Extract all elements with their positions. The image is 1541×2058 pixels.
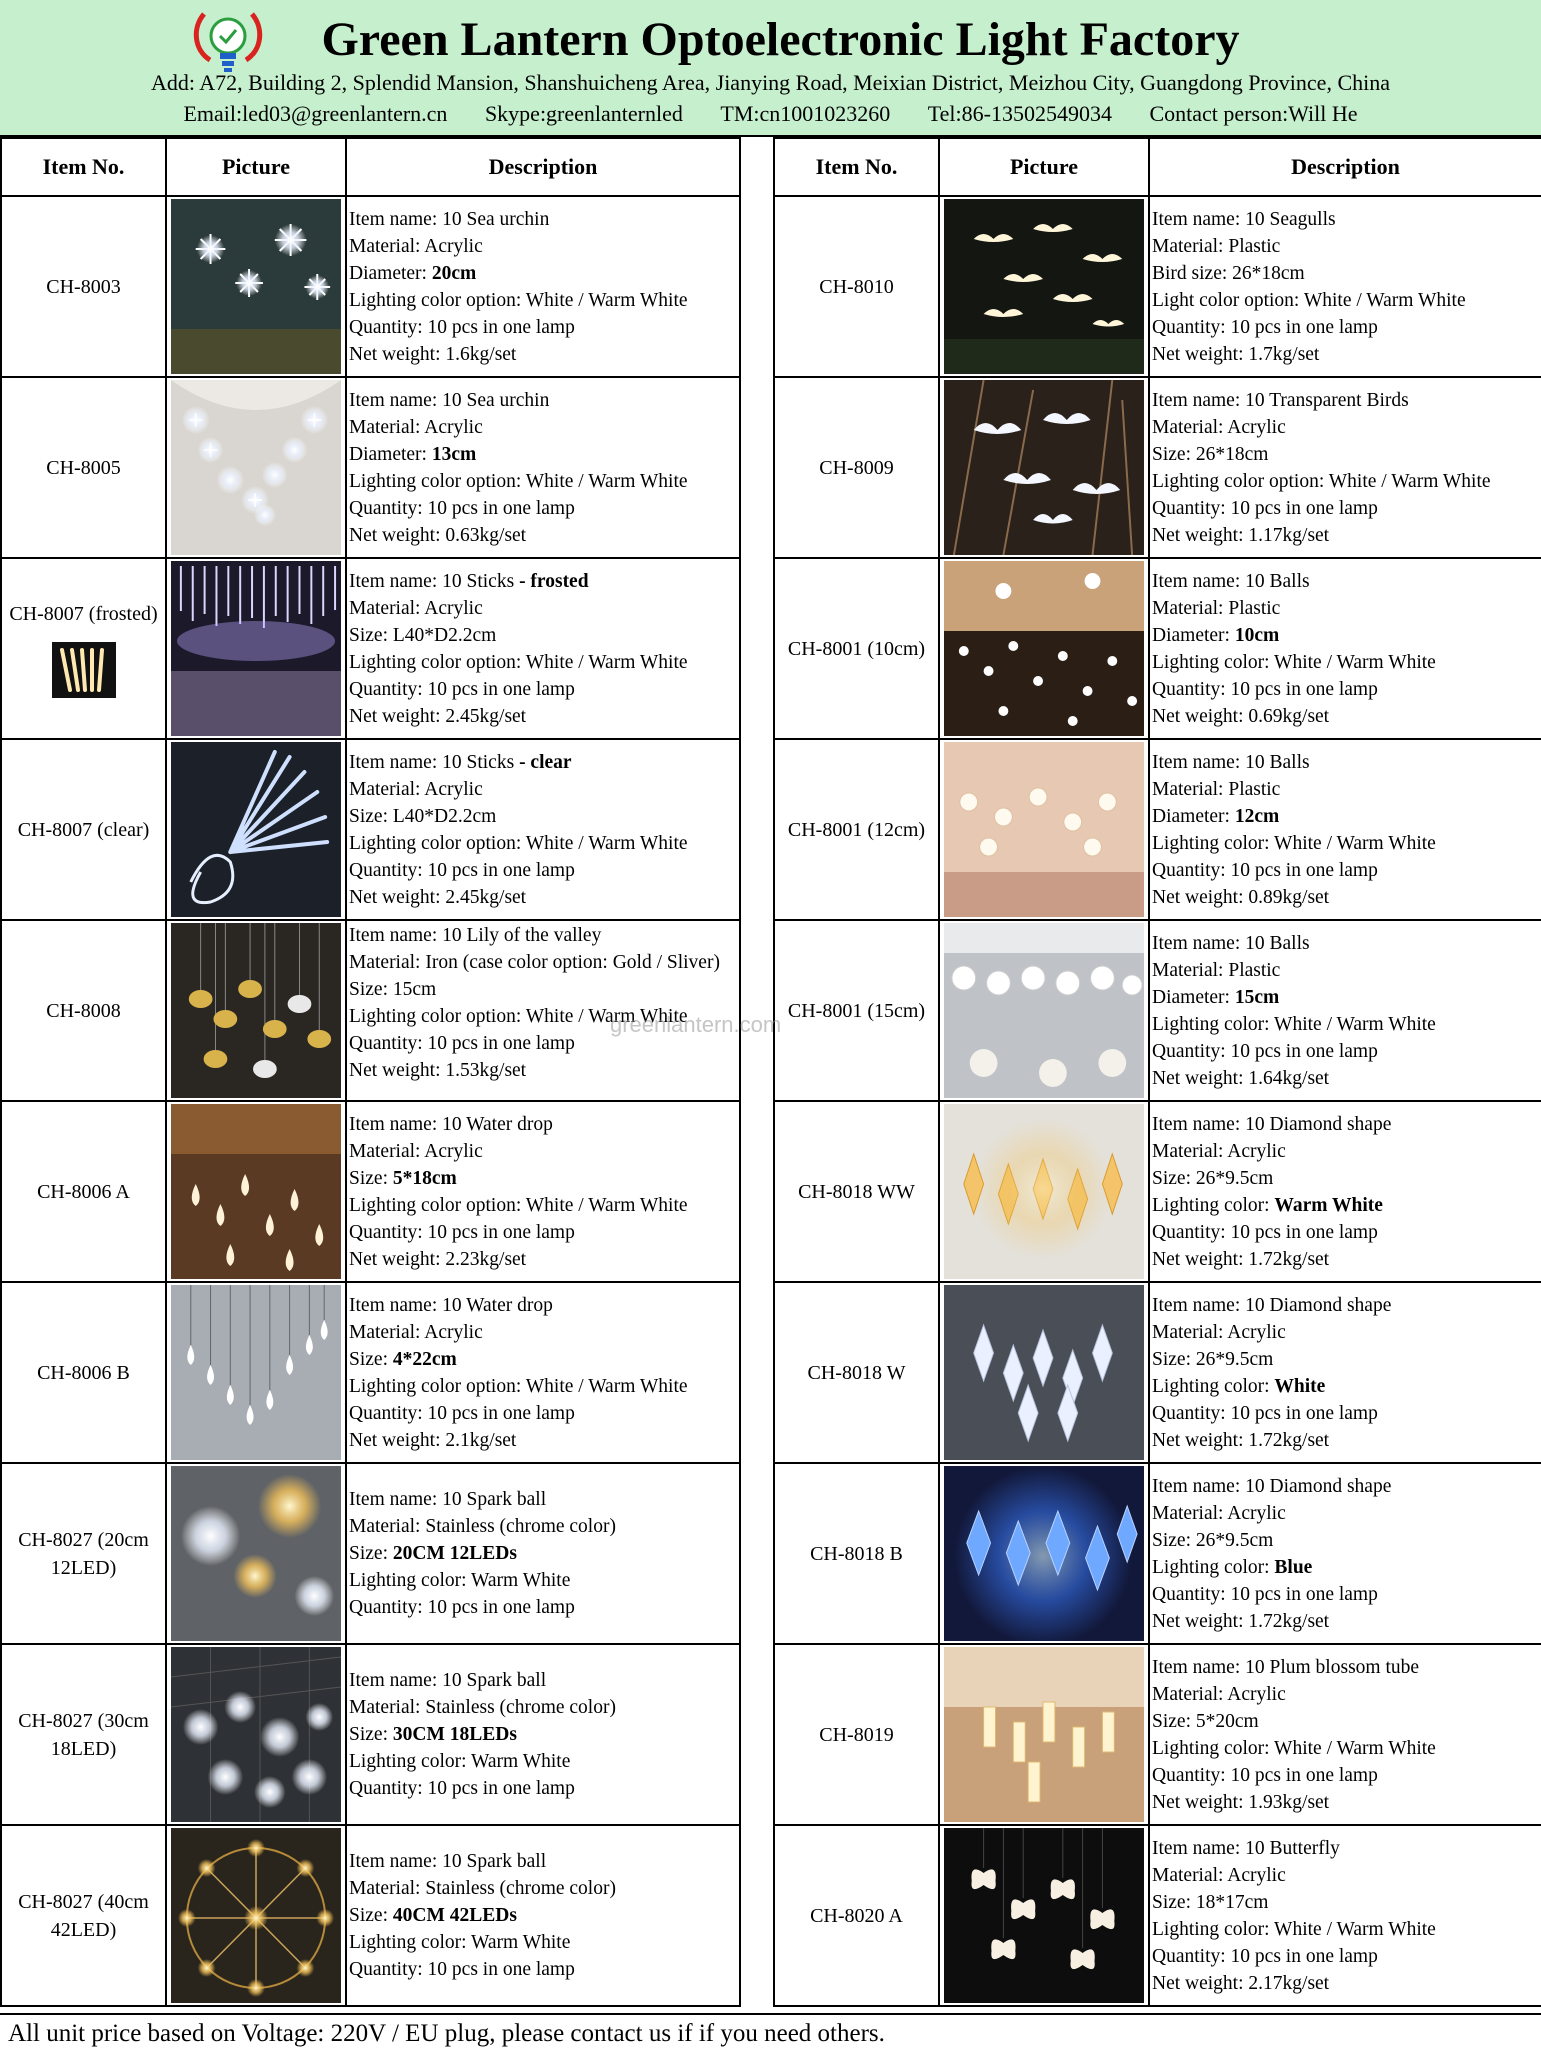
desc-item-name-variant: - clear (519, 751, 572, 773)
item-number: CH-8006 B (1, 1282, 166, 1463)
product-description (1149, 920, 1541, 1101)
desc-net-weight: Net weight: 2.1kg/set (349, 1429, 517, 1451)
item-number: CH-8008 (1, 920, 166, 1101)
item-number (1, 558, 166, 739)
desc-size-value: 20CM 12LEDs (392, 1543, 517, 1564)
item-number: CH-8001 (10cm) (774, 558, 939, 739)
desc-lighting-color-value: Blue (1274, 1556, 1313, 1578)
product-picture (166, 558, 346, 739)
frosted-sticks-thumbnail (52, 642, 116, 698)
contact-line (0, 101, 1541, 127)
desc-net-weight: Net weight: 0.69kg/set (1152, 705, 1330, 727)
product-picture (939, 196, 1149, 377)
desc-material: Material: Iron (case color option: Gold / Sliver) (349, 952, 720, 973)
desc-quantity: Quantity: 10 pcs in one lamp (1152, 1583, 1378, 1605)
desc-diameter (1152, 622, 1539, 649)
table-row (1, 1282, 740, 1463)
butterfly-lamp-photo (944, 1828, 1144, 2003)
product-description (346, 377, 740, 558)
desc-lighting-color-label: Lighting color: (1152, 1556, 1275, 1578)
water-drop-lamp-photo (171, 1104, 341, 1279)
desc-lighting-color: Lighting color option: White / Warm White (349, 470, 688, 492)
balls-15cm-lamp-photo (944, 923, 1144, 1098)
desc-net-weight: Net weight: 1.64kg/set (1152, 1067, 1330, 1089)
frosted-sticks-lamp-photo (171, 561, 341, 736)
product-description (1149, 1101, 1541, 1282)
sea-urchin-small-lamp-photo (171, 380, 341, 555)
desc-size: Size: 5*20cm (1152, 1710, 1259, 1732)
desc-quantity: Quantity: 10 pcs in one lamp (349, 1402, 575, 1424)
contact-person: Contact person:Will He (1149, 101, 1358, 126)
item-number-line1: CH-8027 (30cm (18, 1709, 149, 1732)
product-picture (939, 920, 1149, 1101)
transparent-birds-lamp-photo (944, 380, 1144, 555)
desc-material: Material: Plastic (1152, 959, 1281, 981)
product-picture (166, 377, 346, 558)
product-picture (166, 1282, 346, 1463)
desc-net-weight: Net weight: 2.45kg/set (349, 705, 527, 727)
table-row (1, 1644, 740, 1825)
desc-diameter (349, 441, 737, 468)
desc-material: Material: Acrylic (349, 778, 483, 800)
desc-lighting-color: Lighting color: White / Warm White (1152, 1737, 1436, 1759)
desc-item-name: Item name: 10 Plum blossom tube (1152, 1656, 1420, 1678)
desc-lighting-color: Lighting color: White / Warm White (1152, 651, 1436, 673)
item-number (1, 1644, 166, 1825)
column-header-picture: Picture (166, 138, 346, 196)
desc-item-name-variant: - frosted (519, 570, 589, 592)
desc-item-name: Item name: 10 Balls (1152, 751, 1310, 773)
desc-lighting-color-label: Lighting color: (1152, 1194, 1275, 1216)
item-number: CH-8006 A (1, 1101, 166, 1282)
desc-size-label: Size: (349, 1543, 393, 1564)
product-picture (939, 558, 1149, 739)
item-number: CH-8018 W (774, 1282, 939, 1463)
clear-sticks-lamp-photo (171, 742, 341, 917)
desc-size (349, 1721, 737, 1748)
desc-lighting-color: Lighting color: Warm White (349, 1570, 571, 1591)
diamond-white-lamp-photo (944, 1285, 1144, 1460)
desc-net-weight: Net weight: 0.63kg/set (349, 524, 527, 546)
desc-quantity: Quantity: 10 pcs in one lamp (1152, 1221, 1378, 1243)
footer-note: All unit price based on Voltage: 220V / EU plug, please contact us if if you need others. (0, 2013, 1541, 2058)
product-description (346, 920, 740, 1101)
desc-material: Material: Stainless (chrome color) (349, 1697, 616, 1718)
diamond-warm-white-lamp-photo (944, 1104, 1144, 1279)
desc-size-value: 30CM 18LEDs (392, 1724, 517, 1745)
desc-net-weight: Net weight: 1.72kg/set (1152, 1610, 1330, 1632)
desc-size: Size: L40*D2.2cm (349, 805, 497, 827)
column-header-description: Description (1149, 138, 1541, 196)
email: Email:led03@greenlantern.cn (183, 101, 448, 126)
desc-size (349, 1346, 737, 1373)
table-row (774, 558, 1541, 739)
desc-lighting-color: Lighting color option: White / Warm White (349, 651, 688, 673)
product-picture (939, 1101, 1149, 1282)
desc-net-weight: Net weight: 1.93kg/set (1152, 1791, 1330, 1813)
item-number: CH-8019 (774, 1644, 939, 1825)
table-row (1, 1101, 740, 1282)
column-header-item-no: Item No. (1, 138, 166, 196)
desc-size: Size: 18*17cm (1152, 1891, 1269, 1913)
desc-lighting-color: Lighting color option: White / Warm White (349, 1375, 688, 1397)
spark-ball-20cm-photo (171, 1466, 341, 1641)
desc-size-value: 4*22cm (392, 1348, 457, 1370)
product-picture (166, 1463, 346, 1644)
desc-quantity: Quantity: 10 pcs in one lamp (1152, 859, 1378, 881)
desc-lighting-color: Lighting color option: White / Warm White (1152, 470, 1491, 492)
desc-material: Material: Acrylic (1152, 1502, 1286, 1524)
desc-lighting-color: Lighting color: White / Warm White (1152, 1918, 1436, 1940)
desc-lighting-color: Lighting color: Warm White (349, 1751, 571, 1772)
desc-lighting-color (1152, 1373, 1539, 1400)
product-description (346, 1644, 740, 1825)
column-header-item-no: Item No. (774, 138, 939, 196)
water-drop-b-lamp-photo (171, 1285, 341, 1460)
item-number-line1: CH-8027 (40cm (18, 1890, 149, 1913)
desc-net-weight: Net weight: 2.23kg/set (349, 1248, 527, 1270)
desc-material: Material: Acrylic (1152, 1683, 1286, 1705)
desc-item-name: Item name: 10 Balls (1152, 932, 1310, 954)
product-table-right (773, 137, 1541, 2007)
desc-size: Size: 15cm (349, 979, 437, 1000)
product-description (346, 196, 740, 377)
desc-item-name: Item name: 10 Water drop (349, 1113, 553, 1135)
desc-size (349, 1165, 737, 1192)
desc-diameter-value: 12cm (1234, 805, 1280, 827)
table-row (774, 920, 1541, 1101)
desc-net-weight: Net weight: 1.7kg/set (1152, 343, 1320, 365)
desc-item-name (349, 568, 737, 595)
watermark: greenlantern.com (610, 1012, 782, 1037)
product-picture (166, 1644, 346, 1825)
desc-material: Material: Stainless (chrome color) (349, 1878, 616, 1899)
desc-net-weight: Net weight: 1.72kg/set (1152, 1429, 1330, 1451)
desc-net-weight: Net weight: 1.53kg/set (349, 1060, 527, 1081)
item-number (1, 1463, 166, 1644)
desc-item-name: Item name: 10 Butterfly (1152, 1837, 1340, 1859)
balls-10cm-lamp-photo (944, 561, 1144, 736)
item-number-line2: 12LED) (50, 1556, 117, 1579)
item-number: CH-8001 (15cm) (774, 920, 939, 1101)
desc-lighting-color: Lighting color option: White / Warm White (349, 832, 688, 854)
desc-lighting-color-value: White (1274, 1375, 1326, 1397)
desc-diameter-label: Diameter: (349, 262, 432, 284)
table-row (774, 1282, 1541, 1463)
desc-size-label: Size: (349, 1167, 393, 1189)
desc-lighting-color: Lighting color option: White / Warm White (349, 289, 688, 311)
column-header-description: Description (346, 138, 740, 196)
product-picture (166, 1825, 346, 2006)
desc-item-name-label: Item name: 10 Sticks (349, 570, 520, 592)
desc-diameter (1152, 803, 1539, 830)
desc-quantity: Quantity: 10 pcs in one lamp (1152, 1402, 1378, 1424)
desc-item-name: Item name: 10 Balls (1152, 570, 1310, 592)
desc-size-label: Size: (349, 1724, 393, 1745)
desc-size: Size: 26*9.5cm (1152, 1529, 1274, 1551)
table-row (1, 1463, 740, 1644)
desc-item-name: Item name: 10 Sea urchin (349, 389, 550, 411)
desc-lighting-color (1152, 1554, 1539, 1581)
desc-size-label: Size: (349, 1348, 393, 1370)
desc-size-value: 40CM 42LEDs (392, 1905, 517, 1926)
item-number-text: CH-8007 (frosted) (9, 602, 158, 625)
product-picture (166, 920, 346, 1101)
item-number: CH-8018 B (774, 1463, 939, 1644)
desc-lighting-color: Lighting color: White / Warm White (1152, 832, 1436, 854)
product-description (1149, 558, 1541, 739)
product-description (346, 1825, 740, 2006)
desc-material: Material: Acrylic (1152, 1321, 1286, 1343)
desc-material: Material: Acrylic (1152, 416, 1286, 438)
desc-material: Material: Acrylic (1152, 1864, 1286, 1886)
product-picture (939, 377, 1149, 558)
product-picture (939, 739, 1149, 920)
desc-diameter (349, 260, 737, 287)
item-number: CH-8003 (1, 196, 166, 377)
lily-of-the-valley-lamp-photo (171, 923, 341, 1098)
product-picture (939, 1825, 1149, 2006)
desc-item-name: Item name: 10 Spark ball (349, 1851, 547, 1872)
item-number: CH-8005 (1, 377, 166, 558)
spark-ball-40cm-photo (171, 1828, 341, 2003)
desc-size (349, 1902, 737, 1929)
desc-item-name: Item name: 10 Water drop (349, 1294, 553, 1316)
product-picture (166, 1101, 346, 1282)
product-description (1149, 1282, 1541, 1463)
desc-item-name: Item name: 10 Spark ball (349, 1489, 547, 1510)
desc-item-name: Item name: 10 Transparent Birds (1152, 389, 1409, 411)
desc-diameter-label: Diameter: (349, 443, 432, 465)
desc-material: Material: Acrylic (349, 597, 483, 619)
item-number: CH-8007 (clear) (1, 739, 166, 920)
item-number: CH-8018 WW (774, 1101, 939, 1282)
desc-diameter-label: Diameter: (1152, 624, 1235, 646)
table-row (774, 1644, 1541, 1825)
desc-material: Material: Plastic (1152, 778, 1281, 800)
desc-size: Size: 26*9.5cm (1152, 1348, 1274, 1370)
desc-item-name (349, 749, 737, 776)
desc-item-name: Item name: 10 Diamond shape (1152, 1113, 1392, 1135)
desc-lighting-color-value: Warm White (1274, 1194, 1383, 1216)
desc-quantity: Quantity: 10 pcs in one lamp (349, 678, 575, 700)
product-description (346, 1101, 740, 1282)
desc-quantity: Quantity: 10 pcs in one lamp (1152, 1764, 1378, 1786)
desc-size-label: Size: (349, 1905, 393, 1926)
item-number-line2: 42LED) (50, 1918, 117, 1941)
desc-quantity: Quantity: 10 pcs in one lamp (1152, 1040, 1378, 1062)
desc-item-name: Item name: 10 Diamond shape (1152, 1294, 1392, 1316)
desc-material: Material: Stainless (chrome color) (349, 1516, 616, 1537)
table-row (774, 1463, 1541, 1644)
product-description (346, 1282, 740, 1463)
page-title: Green Lantern Optoelectronic Light Factory (321, 13, 1240, 66)
desc-quantity: Quantity: 10 pcs in one lamp (349, 1597, 575, 1618)
item-number: CH-8001 (12cm) (774, 739, 939, 920)
table-row (774, 1101, 1541, 1282)
table-row (1, 558, 740, 739)
desc-lighting-color: Lighting color: White / Warm White (1152, 1013, 1436, 1035)
product-picture (939, 1644, 1149, 1825)
desc-size: Size: L40*D2.2cm (349, 624, 497, 646)
desc-quantity: Quantity: 10 pcs in one lamp (349, 1959, 575, 1980)
desc-quantity: Quantity: 10 pcs in one lamp (1152, 497, 1378, 519)
desc-diameter-value: 13cm (431, 443, 477, 465)
desc-quantity: Quantity: 10 pcs in one lamp (1152, 316, 1378, 338)
sea-urchin-lamp-photo (171, 199, 341, 374)
desc-size: Bird size: 26*18cm (1152, 262, 1305, 284)
desc-net-weight: Net weight: 0.89kg/set (1152, 886, 1330, 908)
item-number (1, 1825, 166, 2006)
product-description (1149, 1825, 1541, 2006)
table-header-row (1, 138, 740, 196)
desc-size-value: 5*18cm (392, 1167, 457, 1189)
balls-12cm-lamp-photo (944, 742, 1144, 917)
seagulls-lamp-photo (944, 199, 1144, 374)
product-description (346, 739, 740, 920)
product-description (1149, 196, 1541, 377)
desc-diameter (1152, 984, 1539, 1011)
desc-diameter-label: Diameter: (1152, 805, 1235, 827)
desc-quantity: Quantity: 10 pcs in one lamp (1152, 1945, 1378, 1967)
table-row (1, 196, 740, 377)
desc-quantity: Quantity: 10 pcs in one lamp (349, 497, 575, 519)
desc-lighting-color: Light color option: White / Warm White (1152, 289, 1466, 311)
product-picture (939, 1282, 1149, 1463)
item-number-line1: CH-8027 (20cm (18, 1528, 149, 1551)
desc-diameter-value: 10cm (1234, 624, 1280, 646)
table-row (1, 920, 740, 1101)
desc-lighting-color (1152, 1192, 1539, 1219)
table-row (774, 1825, 1541, 2006)
product-table-left (0, 137, 741, 2007)
desc-net-weight: Net weight: 1.17kg/set (1152, 524, 1330, 546)
table-row (774, 739, 1541, 920)
item-number: CH-8009 (774, 377, 939, 558)
item-number-line2: 18LED) (50, 1737, 117, 1760)
table-header-row (774, 138, 1541, 196)
product-description (1149, 1644, 1541, 1825)
plum-blossom-tube-lamp-photo (944, 1647, 1144, 1822)
column-header-picture: Picture (939, 138, 1149, 196)
table-row (1, 739, 740, 920)
page-header (0, 0, 1541, 137)
desc-net-weight: Net weight: 1.6kg/set (349, 343, 517, 365)
desc-quantity: Quantity: 10 pcs in one lamp (1152, 678, 1378, 700)
desc-diameter-label: Diameter: (1152, 986, 1235, 1008)
desc-quantity: Quantity: 10 pcs in one lamp (349, 1221, 575, 1243)
desc-net-weight: Net weight: 2.17kg/set (1152, 1972, 1330, 1994)
product-description (346, 1463, 740, 1644)
spark-ball-30cm-photo (171, 1647, 341, 1822)
desc-diameter-value: 15cm (1234, 986, 1280, 1008)
desc-size (349, 1540, 737, 1567)
desc-item-name: Item name: 10 Diamond shape (1152, 1475, 1392, 1497)
product-picture (166, 739, 346, 920)
desc-material: Material: Acrylic (349, 235, 483, 257)
desc-material: Material: Plastic (1152, 597, 1281, 619)
desc-item-name: Item name: 10 Seagulls (1152, 208, 1336, 230)
diamond-blue-lamp-photo (944, 1466, 1144, 1641)
desc-material: Material: Acrylic (349, 1140, 483, 1162)
desc-quantity: Quantity: 10 pcs in one lamp (349, 1778, 575, 1799)
product-description (346, 558, 740, 739)
desc-size: Size: 26*9.5cm (1152, 1167, 1274, 1189)
trademark: TM:cn1001023260 (720, 101, 891, 126)
desc-net-weight: Net weight: 2.45kg/set (349, 886, 527, 908)
desc-material: Material: Acrylic (1152, 1140, 1286, 1162)
table-row (1, 1825, 740, 2006)
skype: Skype:greenlanternled (484, 101, 683, 126)
desc-lighting-color: Lighting color option: White / Warm White (349, 1194, 688, 1216)
desc-item-name: Item name: 10 Sea urchin (349, 208, 550, 230)
product-picture (166, 196, 346, 377)
desc-quantity: Quantity: 10 pcs in one lamp (349, 1033, 575, 1054)
company-address: Add: A72, Building 2, Splendid Mansion, Shanshuicheng Area, Jianying Road, Meixian District, Meizhou City, Guangdong Province, China (150, 70, 1390, 95)
item-number: CH-8010 (774, 196, 939, 377)
desc-lighting-color-label: Lighting color: (1152, 1375, 1275, 1397)
product-picture (939, 1463, 1149, 1644)
desc-item-name: Item name: 10 Spark ball (349, 1670, 547, 1691)
desc-lighting-color: Lighting color: Warm White (349, 1932, 571, 1953)
desc-quantity: Quantity: 10 pcs in one lamp (349, 859, 575, 881)
desc-net-weight: Net weight: 1.72kg/set (1152, 1248, 1330, 1270)
desc-material: Material: Acrylic (349, 416, 483, 438)
desc-item-name-label: Item name: 10 Sticks (349, 751, 520, 773)
desc-quantity: Quantity: 10 pcs in one lamp (349, 316, 575, 338)
table-row (774, 196, 1541, 377)
telephone: Tel:86-13502549034 (927, 101, 1112, 126)
desc-material: Material: Plastic (1152, 235, 1281, 257)
table-row (774, 377, 1541, 558)
desc-size: Size: 26*18cm (1152, 443, 1269, 465)
desc-lighting-color: Lighting color option: White / Warm White (349, 1006, 688, 1027)
product-description (1149, 377, 1541, 558)
product-description (1149, 739, 1541, 920)
product-description (1149, 1463, 1541, 1644)
desc-diameter-value: 20cm (431, 262, 477, 284)
desc-item-name: Item name: 10 Lily of the valley (349, 925, 602, 946)
desc-material: Material: Acrylic (349, 1321, 483, 1343)
item-number: CH-8020 A (774, 1825, 939, 2006)
table-row (1, 377, 740, 558)
